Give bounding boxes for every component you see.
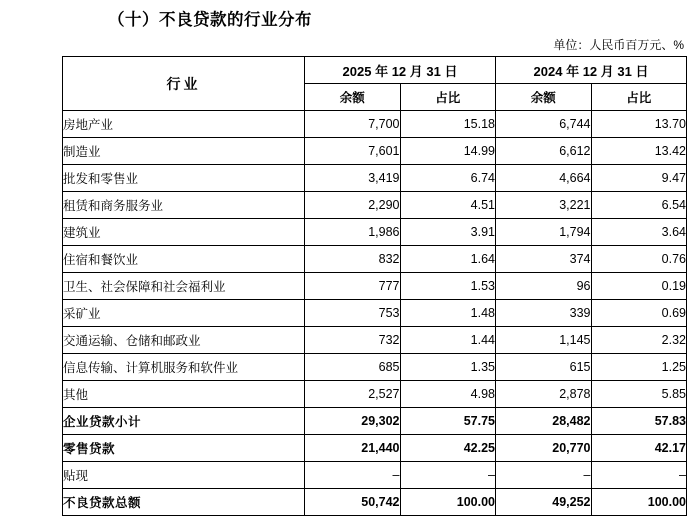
table-row: [63, 354, 687, 381]
table-body: [63, 111, 687, 516]
cell-current-ratio: 6.74: [400, 165, 496, 192]
table-row: [63, 489, 687, 516]
cell-current-ratio: 4.98: [400, 381, 496, 408]
row-label: 卫生、社会保障和社会福利业: [63, 273, 305, 300]
row-label: 租赁和商务服务业: [63, 192, 305, 219]
cell-current-amount: 7,601: [305, 138, 401, 165]
cell-current-ratio: 3.91: [400, 219, 496, 246]
table-row: [63, 192, 687, 219]
row-label: 房地产业: [63, 111, 305, 138]
row-label: 贴现: [63, 462, 305, 489]
row-label: 企业贷款小计: [63, 408, 305, 435]
cell-current-amount: 50,742: [305, 489, 401, 516]
cell-current-amount: 832: [305, 246, 401, 273]
table-row: [63, 138, 687, 165]
row-label: 建筑业: [63, 219, 305, 246]
unit-note: 单位：人民币百万元、%: [553, 38, 684, 52]
cell-prior-ratio: 2.32: [591, 327, 687, 354]
column-header-current-amount: 余额: [305, 84, 401, 111]
cell-current-ratio: 1.48: [400, 300, 496, 327]
cell-prior-ratio: 5.85: [591, 381, 687, 408]
cell-current-amount: 3,419: [305, 165, 401, 192]
cell-prior-amount: 2,878: [496, 381, 592, 408]
row-label: 不良贷款总额: [63, 489, 305, 516]
table-row: [63, 273, 687, 300]
cell-prior-ratio: 3.64: [591, 219, 687, 246]
cell-current-ratio: 1.64: [400, 246, 496, 273]
table-row: [63, 165, 687, 192]
cell-prior-ratio: 57.83: [591, 408, 687, 435]
cell-prior-ratio: 0.69: [591, 300, 687, 327]
table-row: [63, 462, 687, 489]
cell-current-ratio: 15.18: [400, 111, 496, 138]
table-row: [63, 327, 687, 354]
table-row: [63, 300, 687, 327]
table-row: [63, 381, 687, 408]
cell-prior-ratio: 1.25: [591, 354, 687, 381]
cell-current-amount: 29,302: [305, 408, 401, 435]
cell-prior-amount: 1,794: [496, 219, 592, 246]
cell-prior-amount: –: [496, 462, 592, 489]
cell-current-ratio: 1.53: [400, 273, 496, 300]
cell-prior-amount: 1,145: [496, 327, 592, 354]
column-header-period-prior: 2024 年 12 月 31 日: [496, 57, 687, 84]
cell-current-ratio: 1.35: [400, 354, 496, 381]
cell-prior-amount: 4,664: [496, 165, 592, 192]
cell-current-ratio: 1.44: [400, 327, 496, 354]
cell-prior-ratio: 42.17: [591, 435, 687, 462]
cell-current-amount: 1,986: [305, 219, 401, 246]
cell-prior-amount: 20,770: [496, 435, 592, 462]
table-row: [63, 246, 687, 273]
cell-current-ratio: 42.25: [400, 435, 496, 462]
cell-prior-amount: 339: [496, 300, 592, 327]
cell-current-amount: 2,527: [305, 381, 401, 408]
column-header-prior-amount: 余额: [496, 84, 592, 111]
cell-prior-ratio: –: [591, 462, 687, 489]
table-row: [63, 219, 687, 246]
row-label: 批发和零售业: [63, 165, 305, 192]
column-header-prior-ratio: 占比: [591, 84, 687, 111]
table-header-row-1: [63, 57, 687, 84]
cell-current-ratio: 100.00: [400, 489, 496, 516]
cell-current-amount: 7,700: [305, 111, 401, 138]
cell-current-amount: 2,290: [305, 192, 401, 219]
cell-prior-ratio: 0.76: [591, 246, 687, 273]
cell-prior-amount: 49,252: [496, 489, 592, 516]
cell-prior-amount: 96: [496, 273, 592, 300]
cell-prior-amount: 615: [496, 354, 592, 381]
column-header-industry: 行业: [63, 57, 305, 111]
table-row: [63, 435, 687, 462]
table-row: [63, 408, 687, 435]
cell-prior-amount: 6,612: [496, 138, 592, 165]
cell-prior-ratio: 6.54: [591, 192, 687, 219]
row-label: 零售贷款: [63, 435, 305, 462]
row-label: 采矿业: [63, 300, 305, 327]
npl-industry-distribution-table: [62, 56, 687, 516]
cell-prior-ratio: 9.47: [591, 165, 687, 192]
cell-prior-amount: 6,744: [496, 111, 592, 138]
column-header-period-current: 2025 年 12 月 31 日: [305, 57, 496, 84]
cell-prior-ratio: 100.00: [591, 489, 687, 516]
cell-current-ratio: 4.51: [400, 192, 496, 219]
cell-prior-ratio: 0.19: [591, 273, 687, 300]
cell-prior-ratio: 13.70: [591, 111, 687, 138]
row-label: 交通运输、仓储和邮政业: [63, 327, 305, 354]
row-label: 信息传输、计算机服务和软件业: [63, 354, 305, 381]
cell-current-amount: 732: [305, 327, 401, 354]
cell-prior-amount: 28,482: [496, 408, 592, 435]
cell-current-amount: 777: [305, 273, 401, 300]
table-row: [63, 111, 687, 138]
cell-current-ratio: 57.75: [400, 408, 496, 435]
cell-current-amount: –: [305, 462, 401, 489]
cell-prior-amount: 3,221: [496, 192, 592, 219]
cell-current-amount: 21,440: [305, 435, 401, 462]
cell-current-ratio: –: [400, 462, 496, 489]
cell-prior-ratio: 13.42: [591, 138, 687, 165]
cell-current-amount: 753: [305, 300, 401, 327]
cell-prior-amount: 374: [496, 246, 592, 273]
row-label: 住宿和餐饮业: [63, 246, 305, 273]
row-label: 其他: [63, 381, 305, 408]
cell-current-amount: 685: [305, 354, 401, 381]
cell-current-ratio: 14.99: [400, 138, 496, 165]
column-header-current-ratio: 占比: [400, 84, 496, 111]
table-header: [63, 57, 687, 111]
page-title: （十）不良贷款的行业分布: [108, 11, 312, 29]
row-label: 制造业: [63, 138, 305, 165]
